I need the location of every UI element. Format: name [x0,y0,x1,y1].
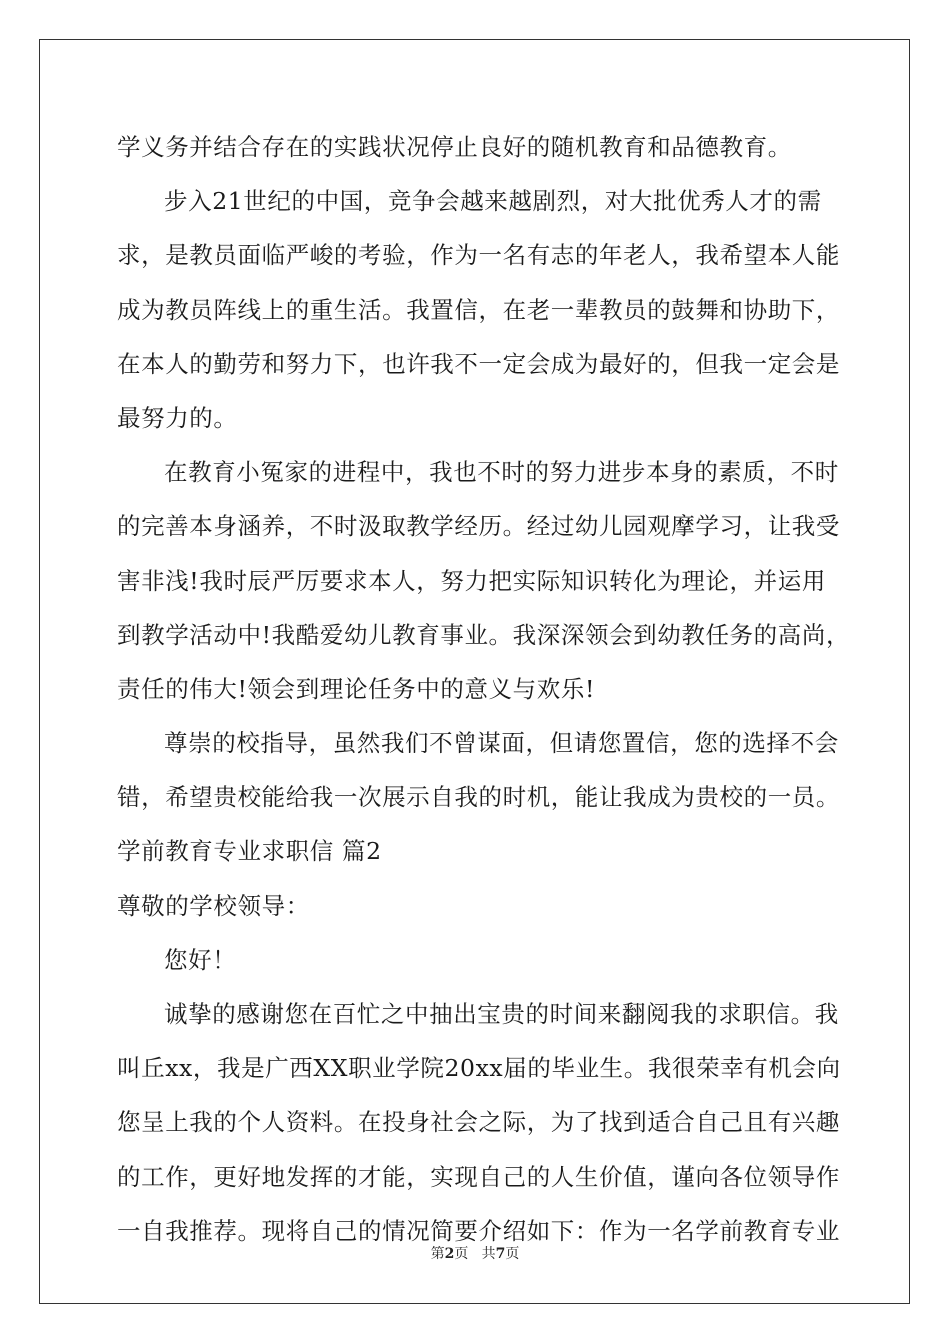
paragraph-line: 求，是教员面临严峻的考验，作为一名有志的年老人，我希望本人能 [117,241,840,270]
section-heading: 学前教育专业求职信 篇2 [117,837,382,866]
document-body [117,126,851,1264]
total-prefix: 共 [481,1246,496,1262]
paragraph-line: 错，希望贵校能给我一次展示自我的时机，能让我成为贵校的一员。 [117,783,840,812]
paragraph-line: 在教育小冤家的进程中，我也不时的努力进步本身的素质，不时 [164,458,839,487]
paragraph-line: 尊崇的校指导，虽然我们不曾谋面，但请您置信，您的选择不会 [164,729,839,758]
paragraph-line: 最努力的。 [117,403,238,432]
paragraph-line: 责任的伟大!领会到理论任务中的意义与欢乐! [117,674,595,703]
page-prefix: 第 [430,1246,445,1262]
page-footer [0,1244,950,1264]
page-unit: 页 [454,1246,469,1262]
total-unit: 页 [505,1246,520,1262]
paragraph-line: 在本人的勤劳和努力下，也许我不一定会成为最好的，但我一定会是 [117,349,840,378]
paragraph-line: 一自我推荐。现将自己的情况简要介绍如下：作为一名学前教育专业 [117,1216,840,1245]
paragraph-line: 学义务并结合存在的实践状况停止良好的随机教育和品德教育。 [117,133,792,161]
paragraph-line: 诚挚的感谢您在百忙之中抽出宝贵的时间来翻阅我的求职信。我 [164,1000,839,1028]
paragraph-line: 害非浅!我时辰严厉要求本人，努力把实际知识转化为理论，并运用 [117,566,826,595]
paragraph-line: 到教学活动中!我酷爱幼儿教育事业。我深深领会到幼教任务的高尚， [117,620,851,649]
paragraph-line: 的完善本身涵养，不时汲取教学经历。经过幼儿园观摩学习，让我受 [117,512,840,541]
paragraph-line: 叫丘xx，我是广西XX职业学院20xx届的毕业生。我很荣幸有机会向 [117,1054,841,1083]
paragraph-line: 您呈上我的个人资料。在投身社会之际，为了找到适合自己且有兴趣 [117,1108,840,1137]
paragraph-line: 步入21世纪的中国，竞争会越来越剧烈，对大批优秀人才的需 [164,187,822,216]
paragraph-line: 成为教员阵线上的重生活。我置信，在老一辈教员的鼓舞和协助下， [117,295,840,324]
current-page-number: 2 [444,1246,455,1262]
letter-salutation: 尊敬的学校领导： [117,891,310,920]
paragraph-line: 的工作，更好地发挥的才能，实现自己的人生价值，谨向各位领导作 [117,1162,840,1191]
letter-greeting: 您好！ [164,945,237,974]
total-page-count: 7 [495,1246,506,1262]
